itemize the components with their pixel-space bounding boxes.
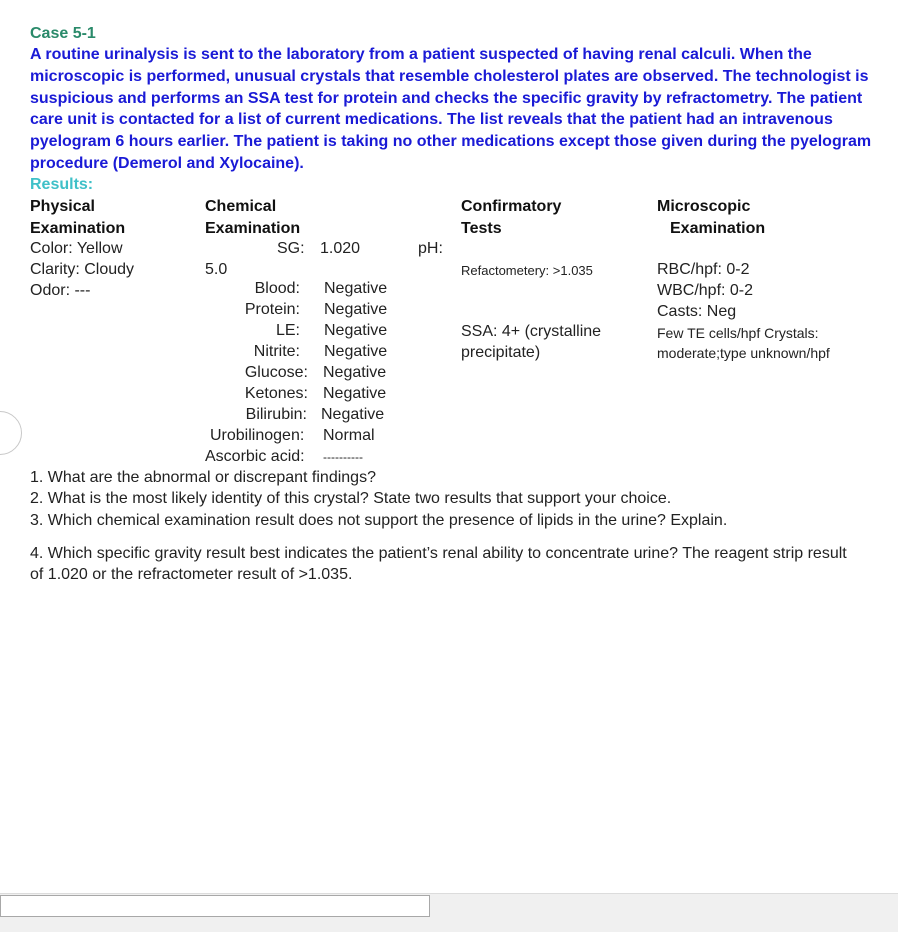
case-description: A routine urinalysis is sent to the laboratory from a patient suspected of having renal calculi. When the microscopic is performed, unusual crystals that resemble cholesterol plates are observed. The technologist is suspicious and performs an SSA test for protein and checks the specific gravity by refractometry. The patient care unit is contacted for a list of current medications. The list reveals that the patient had an intravenous pyelogram 6 hours earlier. The patient is taking no other medications except those given during the pyelogram procedure (Demerol and Xylocaine). [30,46,872,172]
physical-color: Color: Yellow [30,240,123,257]
confirmatory-header-line1: Confirmatory [461,198,562,215]
microscopic-header [657,196,765,240]
chem-row-glucose-label: Glucose: [244,364,308,381]
ph-label: pH: [418,240,443,257]
question-2: 2. What is the most likely identity of this crystal? State two results that support your choice. [30,490,672,507]
micro-wbc: WBC/hpf: 0-2 [657,282,754,299]
chem-row-urobilinogen-value: Normal [323,427,375,444]
micro-rbc: RBC/hpf: 0-2 [657,261,750,278]
question-1: 1. What are the abnormal or discrepant findings? [30,469,376,486]
ssa-result-line2: precipitate) [461,344,541,361]
chem-row-bilirubin-label: Bilirubin: [245,406,307,423]
physical-header-line2: Examination [30,220,126,237]
chem-row-glucose-value: Negative [323,364,387,381]
bottom-text-input[interactable] [0,895,430,917]
chem-row-nitrite-label: Nitrite: [253,343,300,360]
side-handle[interactable] [0,411,22,455]
chem-row-nitrite-value: Negative [324,343,388,360]
confirmatory-header-line2: Tests [461,220,502,237]
chem-row-ketones-label: Ketones: [244,385,308,402]
refractometery-result: Refactometery: >1.035 [461,263,593,278]
micro-te-line1: Few TE cells/hpf Crystals: [657,325,819,341]
physical-clarity: Clarity: Cloudy [30,261,135,278]
confirmatory-header [461,196,561,240]
chemical-header-line1: Chemical [205,198,277,215]
physical-odor: Odor: --- [30,282,91,299]
micro-casts: Casts: Neg [657,303,737,320]
question-3: 3. Which chemical examination result does not support the presence of lipids in the urine? Explain. [30,512,728,529]
chem-row-protein-label: Protein: [244,301,300,318]
results-title: Results: [30,176,94,193]
chem-row-urobilinogen-label: Urobilinogen: [210,427,305,444]
chem-row-le-value: Negative [324,322,388,339]
question-4-line1: 4. Which specific gravity result best indicates the patient’s renal ability to concentrate urine? The reagent strip result [30,545,847,562]
chem-row-blood-value: Negative [324,280,388,297]
chemical-header-line2: Examination [205,220,301,237]
ph-value: 5.0 [205,261,228,278]
case-title: Case 5-1 [30,25,96,42]
question-4-line2: of 1.020 or the refractometer result of >1.035. [30,566,353,583]
chem-row-bilirubin-value: Negative [321,406,385,423]
micro-te-line2: moderate;type unknown/hpf [657,345,830,361]
ssa-result-line1: SSA: 4+ (crystalline [461,323,602,340]
chem-row-protein-value: Negative [324,301,388,318]
sg-label: SG: [277,240,305,257]
chem-row-ketones-value: Negative [323,385,387,402]
chem-row-ascorbic-value: ---------- [323,450,363,464]
chem-row-blood-label: Blood: [254,280,300,297]
physical-header [30,196,125,240]
chem-row-le-label: LE: [275,322,300,339]
microscopic-header-line2: Examination [670,220,766,237]
chemical-header [205,196,300,240]
sg-value: 1.020 [320,240,361,257]
chem-row-ascorbic-label: Ascorbic acid: [205,448,305,465]
microscopic-header-line1: Microscopic [657,198,751,215]
physical-header-line1: Physical [30,198,95,215]
